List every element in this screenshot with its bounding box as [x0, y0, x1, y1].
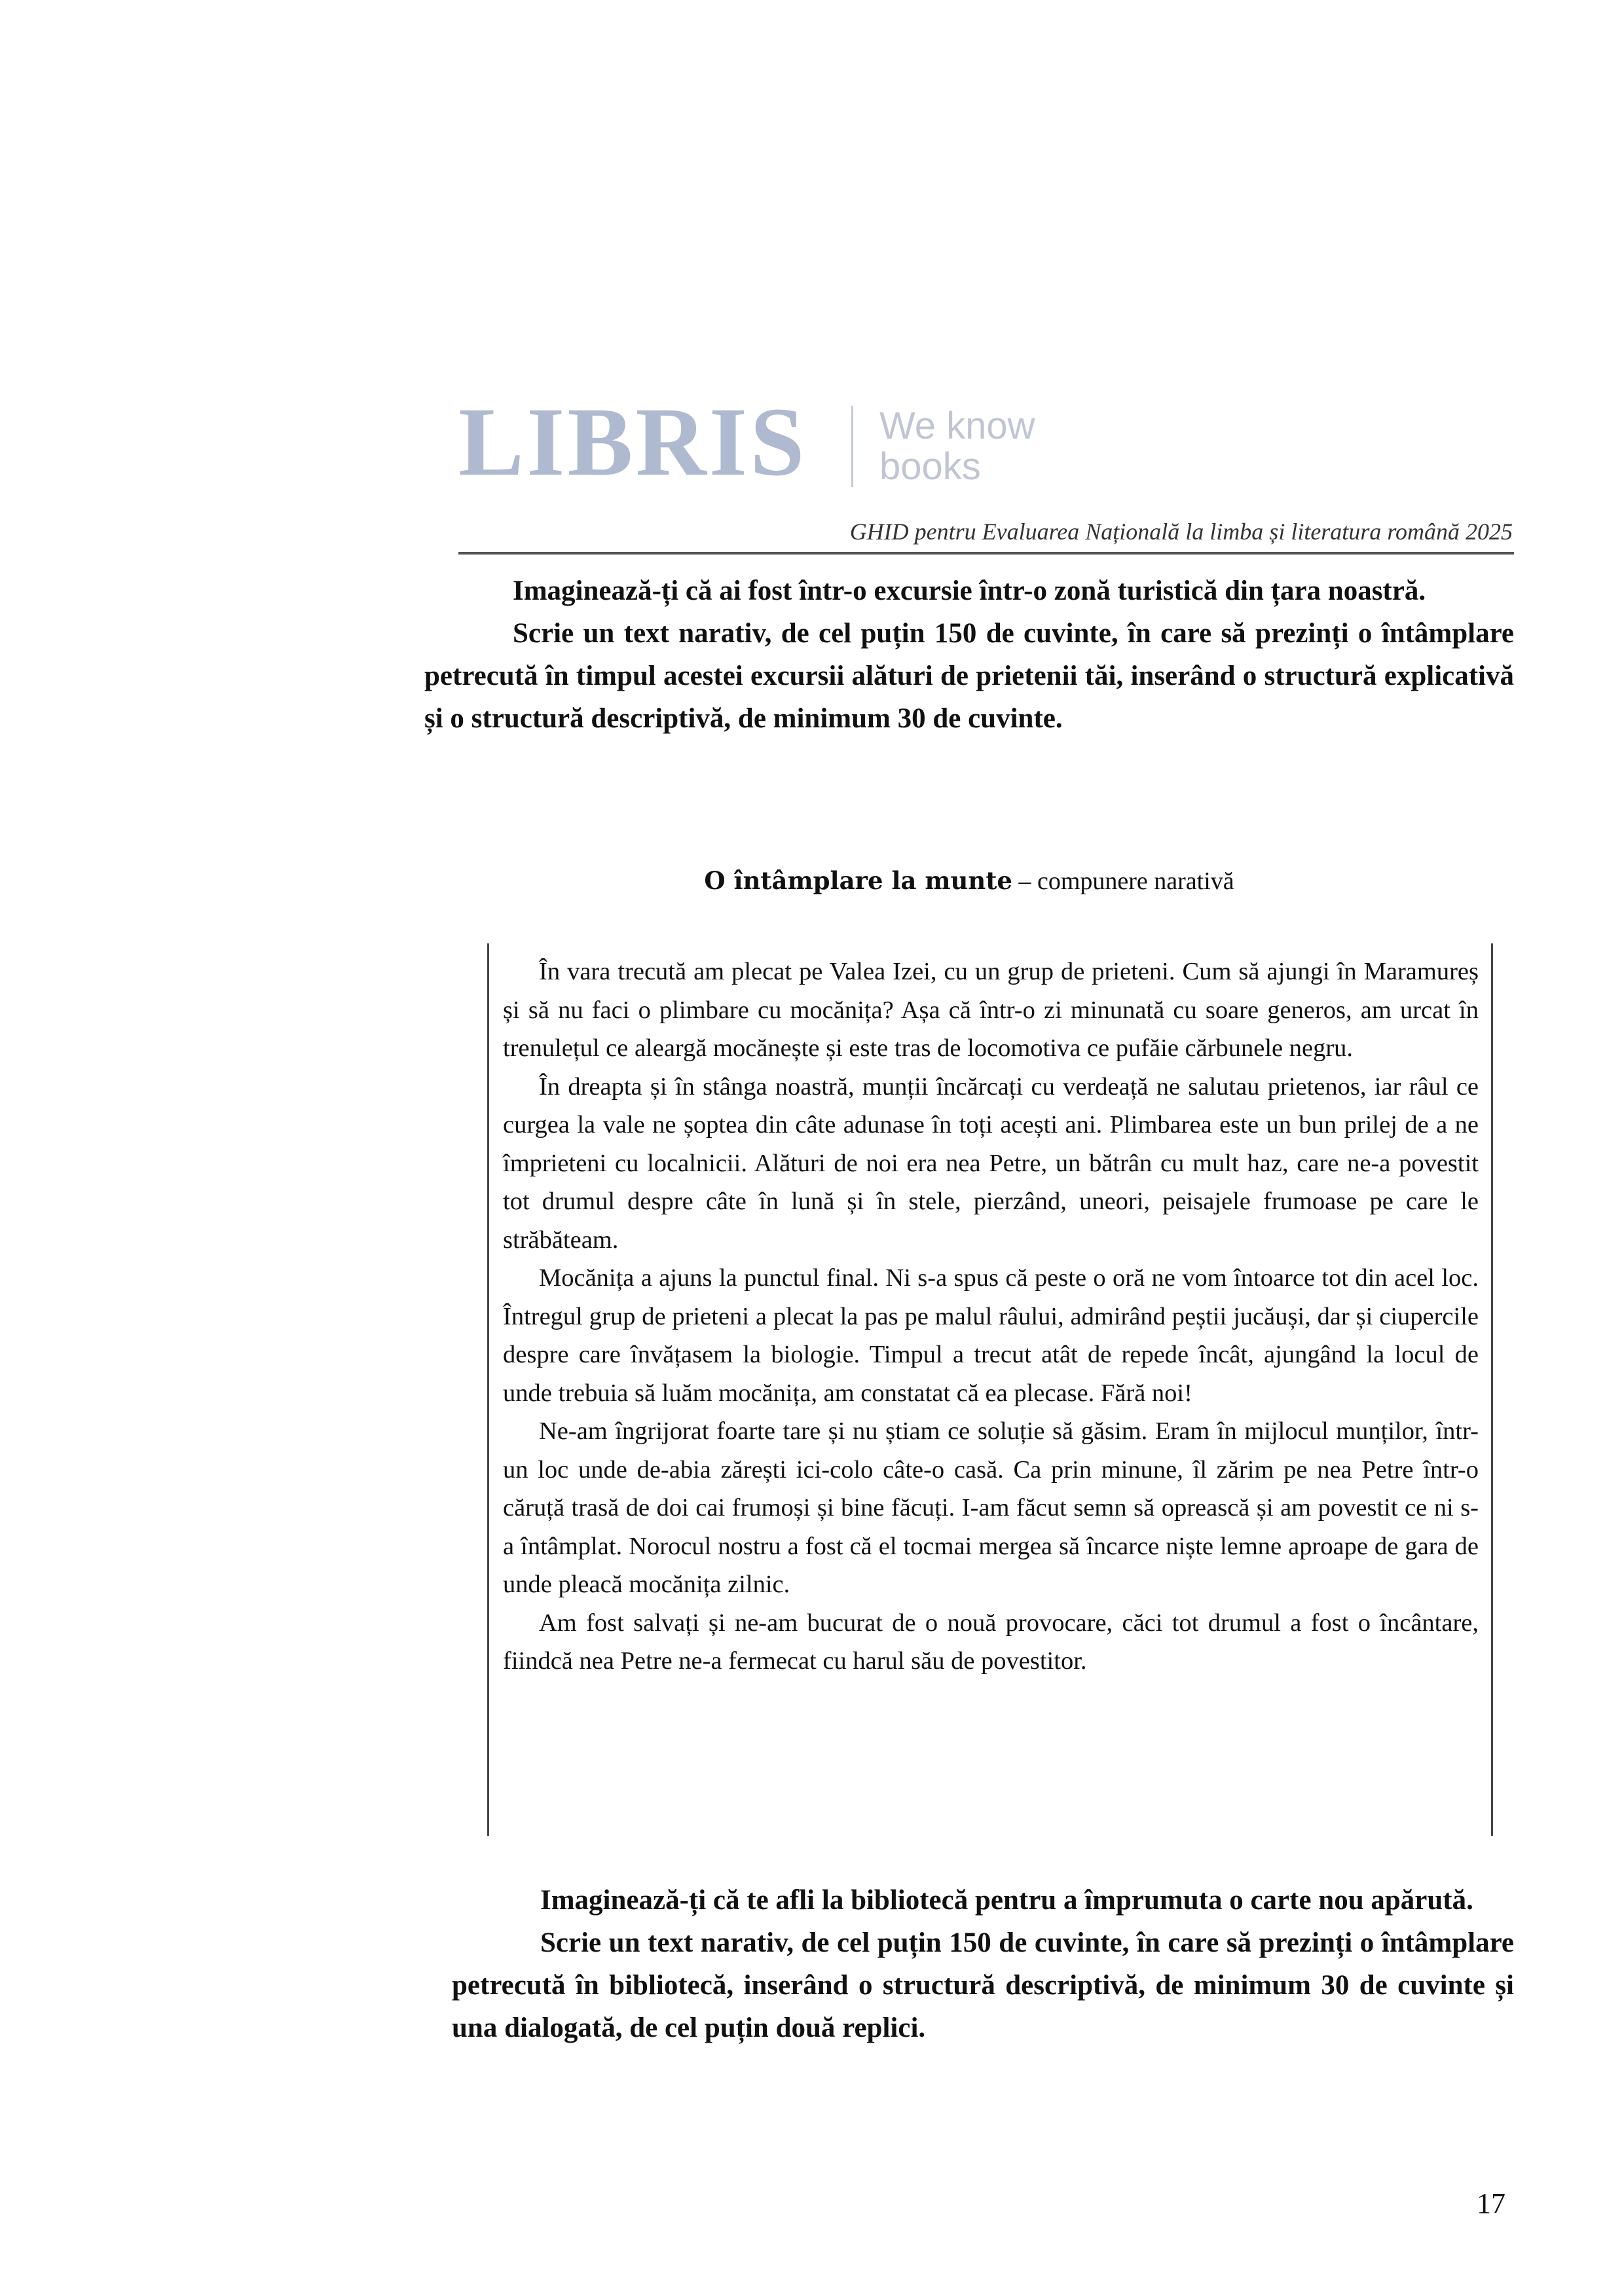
page-number: 17 [1477, 2187, 1505, 2219]
composition-title-main: O întâmplare la munte [704, 866, 1012, 895]
story-paragraph: În vara trecută am plecat pe Valea Izei, cu un grup de prieteni. Cum să ajungi în Maramureș și să nu faci o plimbare cu mocănița? Așa că într-o zi minunată cu soare generos, am urcat în trenulețul ce aleargă mocănește și este tras de locomotiva ce pufăie cărbunele negru. [503, 958, 1479, 1062]
story-paragraph: În dreapta și în stânga noastră, munții încărcați cu verdeață ne salutau prietenos, iar râul ce curgea la vale ne șoptea din câte adunase în toți acești ani. Plimbarea este un bun prilej de a ne împrieteni cu localnicii. Alături de noi era nea Petre, un bătrân cu mult haz, care ne-a povestit tot drumul despre câte în lună și în stele, pierzând, uneori, peisajele frumoase pe care le străbăteam. [503, 1072, 1479, 1254]
story-paragraph: Ne-am îngrijorat foarte tare și nu știam ce soluție să găsim. Eram în mijlocul munților, într-un loc unde de-abia zărești ici-colo câte-o casă. Ca prin minune, îl zărim pe nea Petre într-o căruță trasă de doi cai frumoși și bine făcuți. I-am făcut semn să oprească și am povestit ce ni s-a întâmplat. Norocul nostru a fost că el tocmai mergea să încarce niște lemne aproape de gara de unde pleacă mocănița zilnic. [503, 1417, 1479, 1598]
watermark-logo: LIBRIS [458, 388, 807, 496]
task2-prompt [452, 1879, 1514, 2049]
task2-paragraph: Imaginează-ți că te afli la bibliotecă pentru a împrumuta o carte nou apărută. [540, 1885, 1473, 1916]
running-header: GHID pentru Evaluarea Națională la limba și literatura română 2025 [849, 519, 1513, 545]
header-divider [458, 552, 1514, 555]
story-paragraph: Am fost salvați și ne-am bucurat de o nouă provocare, căci tot drumul a fost o încântare, fiindcă nea Petre ne-a fermecat cu harul său de povestitor. [503, 1609, 1479, 1675]
story-paragraph: Mocănița a ajuns la punctul final. Ni s-a spus că peste o oră ne vom întoarce tot din acel loc. Întregul grup de prieteni a plecat la pas pe malul râului, admirând peștii jucăuși, dar și ciupercile despre care învățasem la biologie. Timpul a trecut atât de repede încât, ajungând la locul de unde trebuia să luăm mocănița, am constatat că ea plecase. Fără noi! [503, 1264, 1479, 1407]
task2-paragraph: Scrie un text narativ, de cel puțin 150 de cuvinte, în care să prezinți o întâmplare petrecută în bibliotecă, inserând o structură descriptivă, de minimum 30 de cuvinte și una dialogată, de cel puțin două replici. [452, 1927, 1514, 2043]
watermark-tagline: We know books [851, 406, 1050, 487]
task1-prompt [424, 570, 1514, 740]
task1-paragraph: Scrie un text narativ, de cel puțin 150 de cuvinte, în care să prezinți o întâmplare petrecută în timpul acestei excursii alături de prietenii tăi, inserând o structură explicativă și o structură descriptivă, de minimum 30 de cuvinte. [424, 618, 1514, 734]
task1-paragraph: Imaginează-ți că ai fost într-o excursie într-o zonă turistică din țara noastră. [513, 575, 1426, 606]
composition-text [503, 953, 1479, 1681]
composition-title [424, 864, 1514, 898]
composition-subtitle: – compunere narativă [1012, 867, 1234, 895]
